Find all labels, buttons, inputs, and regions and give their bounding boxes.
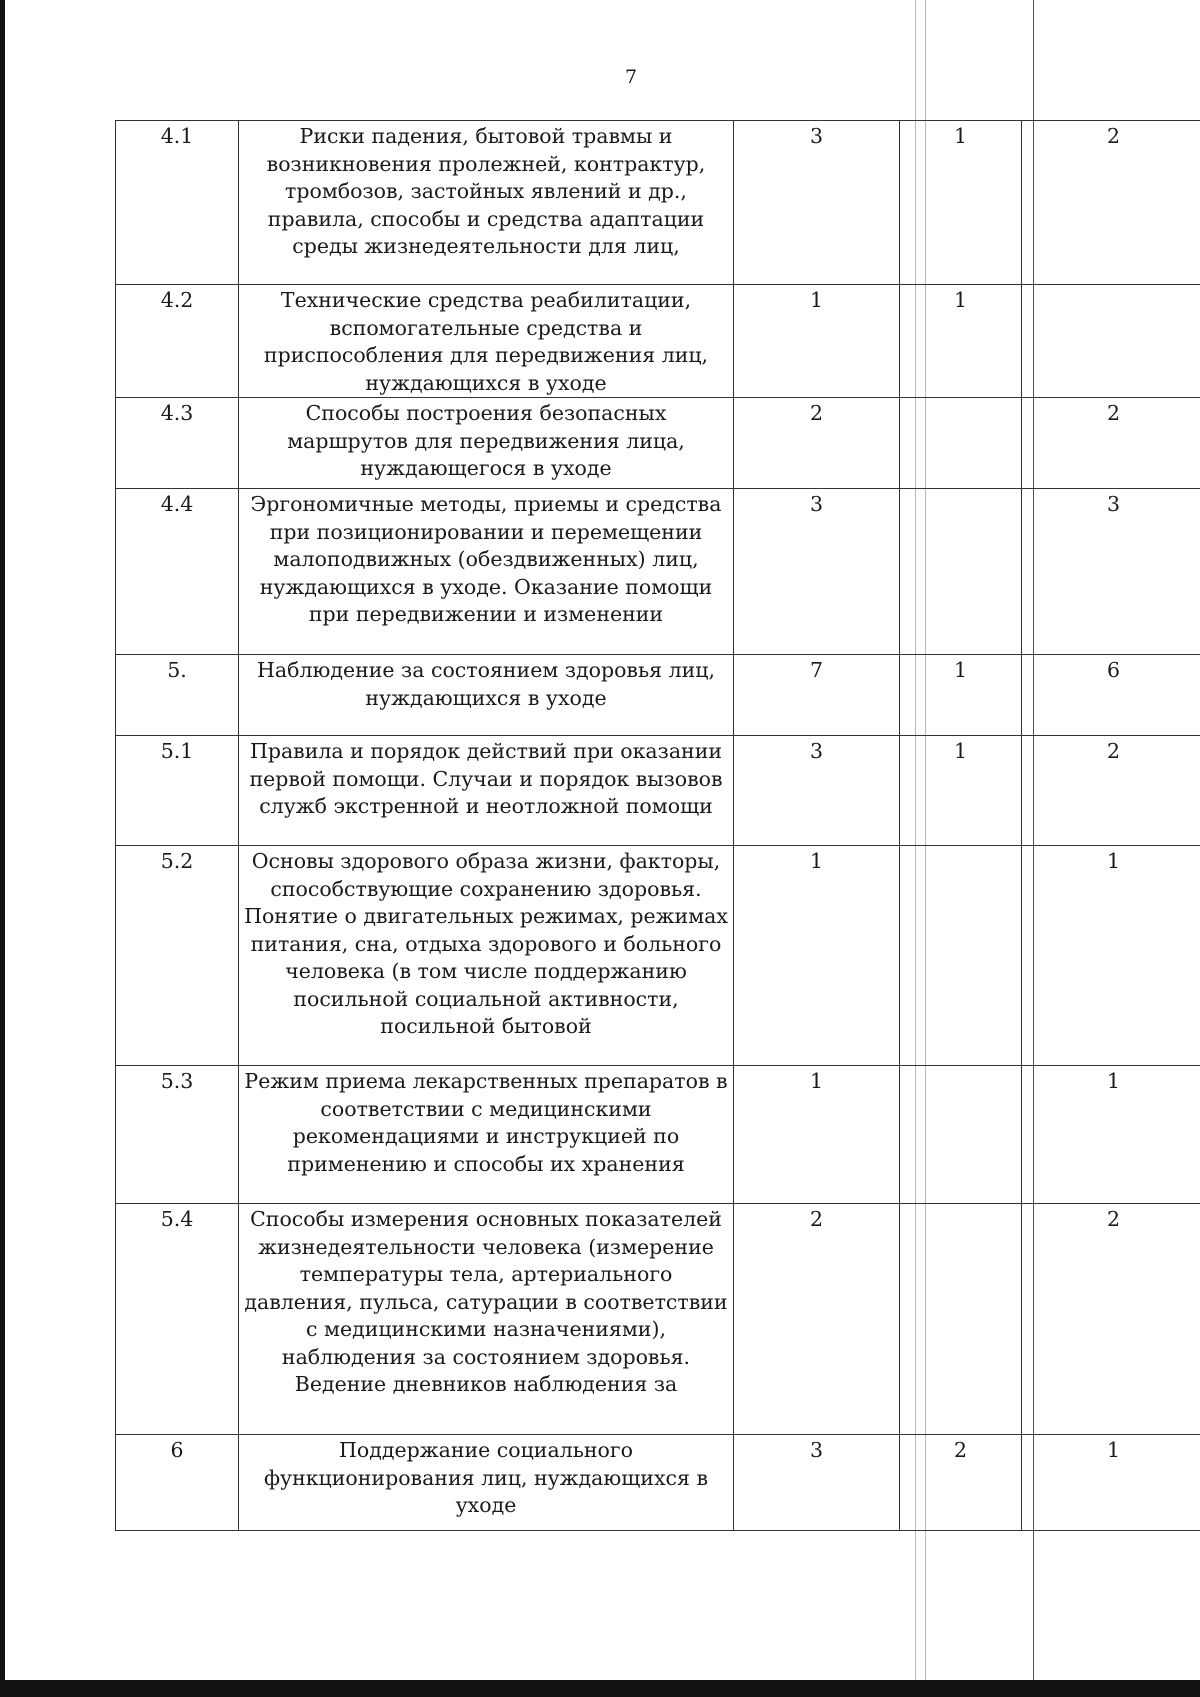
- table-row: [116, 1435, 1200, 1531]
- topic-cell: Эргономичные методы, приемы и средства при позиционировании и перемещении малоподвижных (обездвиженных) лиц, нуждающихся в уходе. Оказание помощи при передвижении и изменении: [239, 489, 734, 655]
- topic-cell: Риски падения, бытовой травмы и возникновения пролежней, контрактур, тромбозов, застойных явлений и др., правила, способы и средства адаптации среды жизнедеятельности для лиц,: [239, 121, 734, 285]
- scan-border-bottom: [0, 1680, 1200, 1697]
- practice-hours-cell: [1022, 285, 1200, 398]
- row-number-cell: 4.3: [116, 398, 239, 489]
- theory-hours-cell: [900, 846, 1022, 1066]
- topic-cell: Поддержание социального функционирования лиц, нуждающихся в уходе: [239, 1435, 734, 1531]
- theory-hours-cell: 1: [900, 285, 1022, 398]
- practice-hours-cell: 2: [1022, 398, 1200, 489]
- row-number-cell: 5.4: [116, 1204, 239, 1435]
- table-row: [116, 121, 1200, 285]
- scan-border-left: [0, 0, 5, 1697]
- practice-hours-cell: 6: [1022, 655, 1200, 736]
- theory-hours-cell: 2: [900, 1435, 1022, 1531]
- total-hours-cell: 1: [734, 1066, 900, 1204]
- theory-hours-cell: [900, 1066, 1022, 1204]
- topic-cell: Наблюдение за состоянием здоровья лиц, нуждающихся в уходе: [239, 655, 734, 736]
- page-number: 7: [624, 66, 638, 88]
- total-hours-cell: 1: [734, 285, 900, 398]
- table-row: [116, 655, 1200, 736]
- topic-cell: Режим приема лекарственных препаратов в соответствии с медицинскими рекомендациями и инструкцией по применению и способы их хранения: [239, 1066, 734, 1204]
- total-hours-cell: 7: [734, 655, 900, 736]
- practice-hours-cell: 2: [1022, 121, 1200, 285]
- total-hours-cell: 1: [734, 846, 900, 1066]
- total-hours-cell: 3: [734, 1435, 900, 1531]
- table-row: [116, 846, 1200, 1066]
- theory-hours-cell: 1: [900, 121, 1022, 285]
- theory-hours-cell: [900, 489, 1022, 655]
- practice-hours-cell: 3: [1022, 489, 1200, 655]
- topic-cell: Правила и порядок действий при оказании первой помощи. Случаи и порядок вызовов служб экстренной и неотложной помощи: [239, 736, 734, 846]
- row-number-cell: 4.1: [116, 121, 239, 285]
- row-number-cell: 5.: [116, 655, 239, 736]
- practice-hours-cell: 1: [1022, 1066, 1200, 1204]
- topic-cell: Технические средства реабилитации, вспомогательные средства и приспособления для передвижения лиц, нуждающихся в уходе: [239, 285, 734, 398]
- table-row: [116, 285, 1200, 398]
- topic-cell: Способы построения безопасных маршрутов для передвижения лица, нуждающегося в уходе: [239, 398, 734, 489]
- row-number-cell: 5.3: [116, 1066, 239, 1204]
- table-row: [116, 489, 1200, 655]
- topic-cell: Основы здорового образа жизни, факторы, способствующие сохранению здоровья. Понятие о двигательных режимах, режимах питания, сна, отдыха здорового и больного человека (в том числе поддержанию посильной социальной активности, посильной бытовой: [239, 846, 734, 1066]
- table-row: [116, 736, 1200, 846]
- theory-hours-cell: 1: [900, 655, 1022, 736]
- total-hours-cell: 2: [734, 1204, 900, 1435]
- row-number-cell: 6: [116, 1435, 239, 1531]
- theory-hours-cell: [900, 398, 1022, 489]
- curriculum-table: [115, 120, 1200, 1531]
- practice-hours-cell: 1: [1022, 1435, 1200, 1531]
- row-number-cell: 4.2: [116, 285, 239, 398]
- theory-hours-cell: 1: [900, 736, 1022, 846]
- total-hours-cell: 3: [734, 121, 900, 285]
- total-hours-cell: 2: [734, 398, 900, 489]
- practice-hours-cell: 2: [1022, 736, 1200, 846]
- practice-hours-cell: 1: [1022, 846, 1200, 1066]
- row-number-cell: 5.2: [116, 846, 239, 1066]
- row-number-cell: 5.1: [116, 736, 239, 846]
- table-body: [116, 121, 1200, 1531]
- table-row: [116, 1066, 1200, 1204]
- total-hours-cell: 3: [734, 736, 900, 846]
- theory-hours-cell: [900, 1204, 1022, 1435]
- table-row: [116, 1204, 1200, 1435]
- practice-hours-cell: 2: [1022, 1204, 1200, 1435]
- total-hours-cell: 3: [734, 489, 900, 655]
- table-row: [116, 398, 1200, 489]
- row-number-cell: 4.4: [116, 489, 239, 655]
- topic-cell: Способы измерения основных показателей жизнедеятельности человека (измерение температуры тела, артериального давления, пульса, сатурации в соответствии с медицинскими назначениями), наблюдения за состоянием здоровья. Ведение дневников наблюдения за: [239, 1204, 734, 1435]
